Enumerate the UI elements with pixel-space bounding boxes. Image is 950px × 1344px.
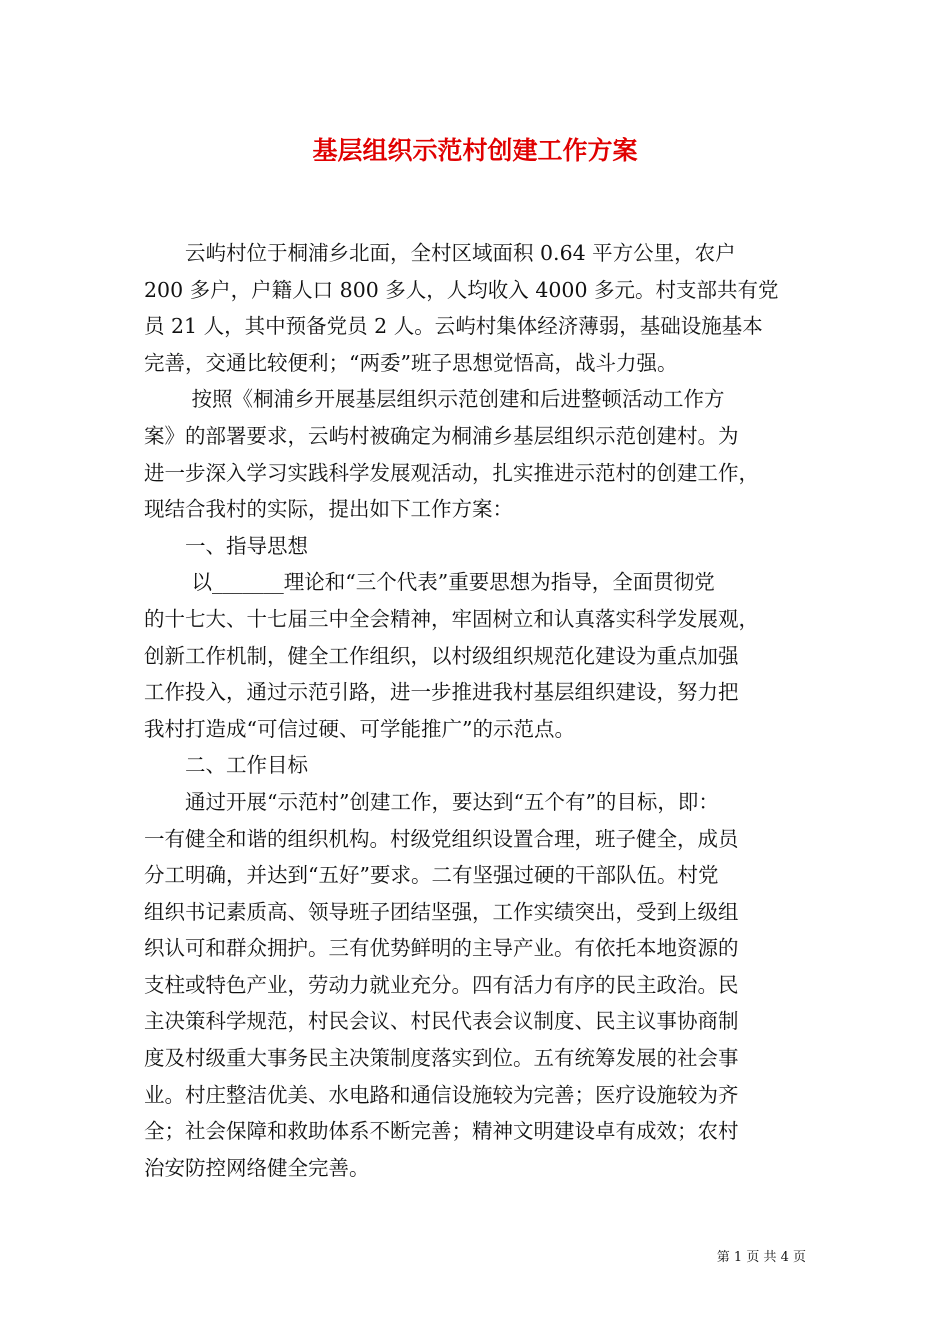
- text-line: 一、指导思想: [144, 533, 308, 558]
- page-number: 第 1 页 共 4 页: [716, 1250, 806, 1265]
- page-title: 基层组织示范村创建工作方案: [312, 136, 638, 165]
- text-line: 工作投入，通过示范引路，进一步推进我村基层组织建设，努力把: [144, 680, 739, 705]
- text-line: 分工明确，并达到“五好”要求。二有坚强过硬的干部队伍。村党: [144, 863, 719, 888]
- text-line: 治安防控网络健全完善。: [144, 1155, 370, 1180]
- text-line: 织认可和群众拥护。三有优势鲜明的主导产业。有依托本地资源的: [144, 936, 739, 961]
- text-line: 业。村庄整洁优美、水电路和通信设施较为完善；医疗设施较为齐: [144, 1082, 739, 1107]
- text-line: 云屿村位于桐浦乡北面，全村区域面积 0.64 平方公里，农户: [144, 241, 736, 265]
- text-line: 一有健全和谐的组织机构。村级党组织设置合理，班子健全，成员: [144, 826, 739, 851]
- text-line: 现结合我村的实际，提出如下工作方案：: [144, 497, 513, 522]
- text-line: 以_______理论和“三个代表”重要思想为指导，全面贯彻党: [144, 570, 715, 595]
- text-line: 全；社会保障和救助体系不断完善；精神文明建设卓有成效；农村: [144, 1119, 739, 1144]
- text-line: 进一步深入学习实践科学发展观活动，扎实推进示范村的创建工作，: [144, 460, 759, 485]
- text-line: 200 多户，户籍人口 800 多人，人均收入 4000 多元。村支部共有党: [144, 277, 779, 302]
- text-line: 组织书记素质高、领导班子团结坚强，工作实绩突出，受到上级组: [144, 899, 739, 924]
- text-line: 我村打造成“可信过硬、可学能推广”的示范点。: [144, 716, 575, 741]
- text-line: 案》的部署要求，云屿村被确定为桐浦乡基层组织示范创建村。为: [144, 423, 739, 448]
- text-line: 主决策科学规范，村民会议、村民代表会议制度、民主议事协商制: [144, 1009, 739, 1034]
- text-line: 的十七大、十七届三中全会精神，牢固树立和认真落实科学发展观，: [144, 606, 759, 631]
- text-line: 二、工作目标: [144, 753, 308, 778]
- text-line: 度及村级重大事务民主决策制度落实到位。五有统筹发展的社会事: [144, 1046, 739, 1071]
- text-line: 员 21 人，其中预备党员 2 人。云屿村集体经济薄弱，基础设施基本: [144, 314, 763, 339]
- text-line: 创新工作机制，健全工作组织，以村级组织规范化建设为重点加强: [144, 643, 739, 668]
- text-line: 完善，交通比较便利；“两委”班子思想觉悟高，战斗力强。: [144, 350, 678, 375]
- document-body: [144, 235, 806, 1186]
- text-line: 按照《桐浦乡开展基层组织示范创建和后进整顿活动工作方: [144, 387, 725, 412]
- text-line: 支柱或特色产业，劳动力就业充分。四有活力有序的民主政治。民: [144, 972, 739, 997]
- text-line: 通过开展“示范村”创建工作，要达到“五个有”的目标，即：: [144, 789, 719, 814]
